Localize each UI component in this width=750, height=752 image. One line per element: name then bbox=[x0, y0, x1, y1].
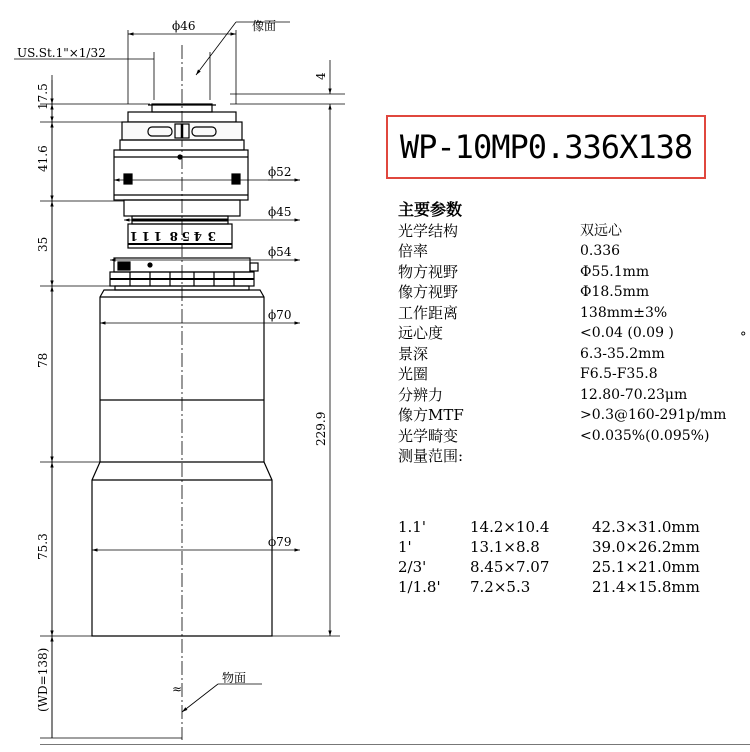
sensor-row: 2/3' 8.45×7.07 25.1×21.0mm bbox=[398, 558, 700, 576]
lens-mount bbox=[110, 104, 258, 290]
dia-52: ϕ52 bbox=[268, 165, 292, 179]
dim-wd: (WD=138) bbox=[36, 647, 50, 712]
spec-row: 光圈 F6.5-F35.8 bbox=[398, 365, 658, 383]
dim-78: 78 bbox=[36, 352, 50, 368]
spec-row: 远心度 <0.04 (0.09 ) bbox=[398, 324, 674, 342]
dia-79: ϕ79 bbox=[268, 535, 292, 549]
svg-text:1: 1 bbox=[153, 229, 162, 243]
spec-row: 光学结构 双远心 bbox=[398, 221, 622, 240]
dim-total: 229.9 bbox=[314, 411, 328, 446]
dia-54: ϕ54 bbox=[268, 245, 292, 259]
specs-heading: 主要参数 bbox=[398, 200, 463, 219]
dim-41-6: 41.6 bbox=[36, 145, 50, 172]
spec-row: 物方视野 Φ55.1mm bbox=[398, 262, 650, 281]
sensor-table bbox=[398, 517, 700, 597]
model-title-box bbox=[386, 115, 706, 179]
svg-text:8: 8 bbox=[169, 229, 178, 243]
spec-row: 工作距离 138mm±3% bbox=[398, 303, 668, 322]
thread-label: US.St.1"×1/32 bbox=[17, 46, 106, 60]
aperture-scale bbox=[130, 229, 216, 243]
dim-17-5: 17.5 bbox=[36, 83, 50, 110]
sensor-row: 1.1' 14.2×10.4 42.3×31.0mm bbox=[398, 518, 700, 536]
model-title: WP-10MP0.336X138 bbox=[399, 128, 693, 166]
spec-row: 景深 6.3-35.2mm bbox=[398, 344, 665, 363]
specs-list bbox=[398, 200, 726, 467]
svg-text:1: 1 bbox=[129, 229, 138, 243]
spec-row: 像方视野 Φ18.5mm bbox=[398, 283, 650, 301]
dim-4: 4 bbox=[314, 72, 328, 80]
object-plane-label: 物面 bbox=[222, 671, 247, 685]
spec-row: 倍率 0.336 bbox=[398, 242, 621, 260]
dim-35: 35 bbox=[36, 236, 50, 252]
degree-mark: ° bbox=[740, 330, 747, 345]
image-plane-label: 像面 bbox=[252, 19, 277, 33]
spec-row: 光学畸变 <0.035%(0.095%) bbox=[398, 426, 710, 445]
dia-45: ϕ45 bbox=[268, 205, 292, 219]
svg-text:4: 4 bbox=[193, 229, 202, 243]
dim-75-3: 75.3 bbox=[36, 533, 50, 560]
bottom-rule bbox=[40, 744, 750, 745]
spec-row: 分辨力 12.80-70.23μm bbox=[398, 385, 688, 404]
svg-text:1: 1 bbox=[141, 229, 150, 243]
svg-text:3: 3 bbox=[207, 229, 216, 243]
svg-text:5: 5 bbox=[181, 229, 190, 243]
sensor-row: 1' 13.1×8.8 39.0×26.2mm bbox=[398, 538, 700, 556]
sensor-row: 1/1.8' 7.2×5.3 21.4×15.8mm bbox=[398, 578, 700, 596]
dia-70: ϕ70 bbox=[268, 308, 292, 322]
spec-row: 测量范围: bbox=[398, 447, 464, 465]
spec-row: 像方MTF >0.3@160-291p/mm bbox=[398, 406, 727, 424]
break-symbol: ≈ bbox=[172, 682, 183, 696]
dim-top-diameter: ϕ46 bbox=[172, 19, 196, 33]
